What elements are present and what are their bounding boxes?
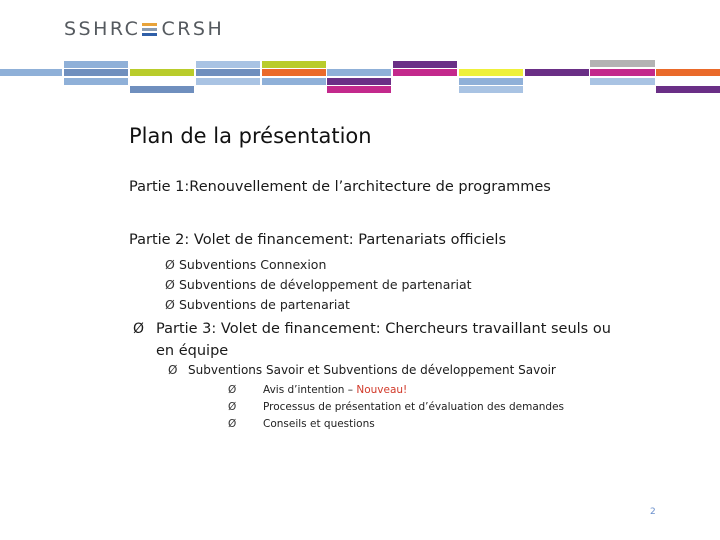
list-item-text: Subventions Connexion [179,257,327,272]
list-item [228,416,564,433]
part2-heading: Partie 2: Volet de financement: Partenariats officiels [129,232,506,248]
arrow-bullet-icon: Ø [165,297,175,312]
decorative-color-stripes [0,0,720,100]
logo-crsh: CRSH [161,18,225,40]
color-stripe [262,78,326,85]
page-number: 2 [650,507,656,517]
color-stripe [327,86,391,93]
color-stripe [262,61,326,68]
part2-list [165,255,472,315]
color-stripe [262,69,326,76]
arrow-bullet-icon: Ø [165,257,175,272]
color-stripe [64,78,128,85]
color-stripe [196,69,260,76]
list-item [165,275,472,295]
list-item [165,255,472,275]
arrow-bullet-icon: Ø [228,384,237,396]
color-stripe [656,69,720,76]
color-stripe [0,69,62,76]
list-item-text: Subventions de développement de partenariat [179,277,472,292]
color-stripe [459,86,523,93]
color-stripe [64,69,128,76]
arrow-bullet-icon: Ø [133,321,145,337]
new-badge: Nouveau! [356,384,408,396]
arrow-bullet-icon: Ø [168,363,178,377]
part3-sublist [228,382,564,433]
color-stripe [196,61,260,68]
color-stripe [130,86,194,93]
color-stripe [327,69,391,76]
list-item [228,382,564,399]
list-item-text: Avis d’intention – [263,384,357,396]
color-stripe [525,69,589,76]
color-stripe [459,69,523,76]
list-item [165,295,472,315]
list-item [228,399,564,416]
page-title: Plan de la présentation [129,124,372,148]
color-stripe [590,60,655,67]
list-item-text: Processus de présentation et d’évaluation des demandes [263,401,565,413]
part1-heading: Partie 1:Renouvellement de l’architecture de programmes [129,179,551,195]
color-stripe [393,61,457,68]
logo-sshrc: SSHRC [64,18,141,40]
list-item [168,363,556,377]
arrow-bullet-icon: Ø [165,277,175,292]
color-stripe [590,78,655,85]
color-stripe [130,69,194,76]
list-item-text: Conseils et questions [263,418,375,430]
list-item-text: Subventions Savoir et Subventions de développement Savoir [188,363,556,377]
part3-heading-block [133,318,626,362]
arrow-bullet-icon: Ø [228,401,237,413]
color-stripe [393,69,457,76]
color-stripe [196,78,260,85]
part3-heading: Partie 3: Volet de financement: Chercheurs travaillant seuls ou en équipe [156,321,611,359]
color-stripe [64,61,128,68]
part3-list [168,363,556,377]
arrow-bullet-icon: Ø [228,418,237,430]
color-stripe [590,69,655,76]
list-item-text: Subventions de partenariat [179,297,350,312]
color-stripe [656,86,720,93]
color-stripe [459,78,523,85]
color-stripe [327,78,391,85]
